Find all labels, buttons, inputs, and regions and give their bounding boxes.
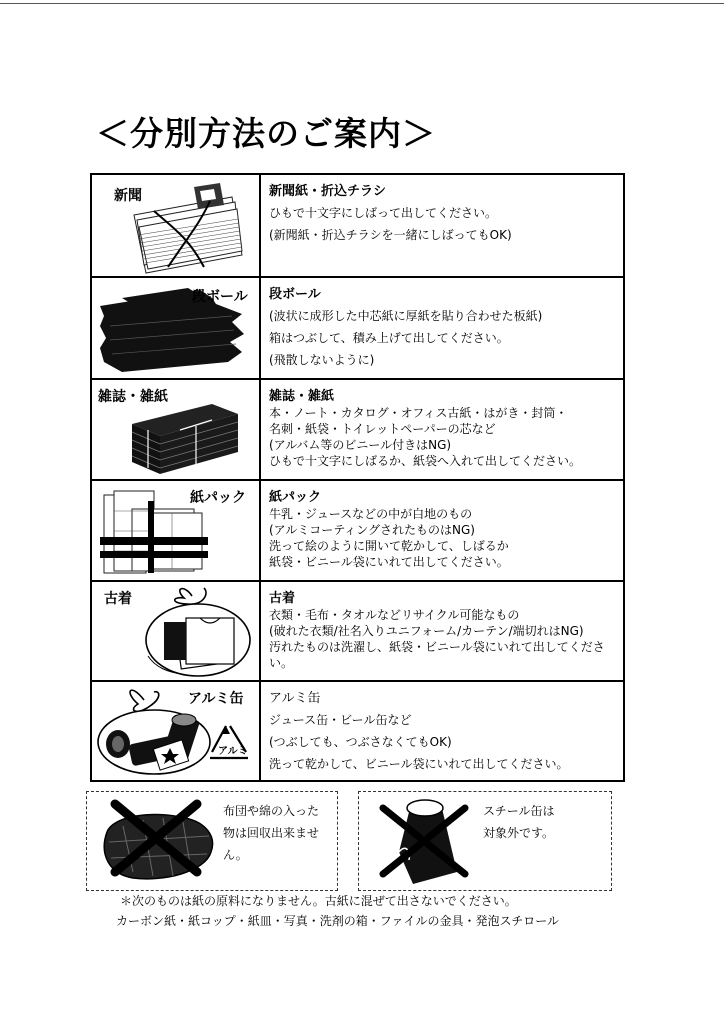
row-aluminum-cans	[92, 682, 623, 780]
description-line: (新聞紙・折込チラシを一緒にしばってもOK)	[269, 228, 512, 242]
description-cell	[269, 690, 617, 772]
description-line: 洗って絵のように開いて乾かして、しばるか	[269, 539, 509, 553]
exclusion-box-steel-can	[358, 791, 612, 891]
category-heading: 古着	[269, 591, 296, 606]
note-line: 物は回収出来ませ	[223, 826, 320, 840]
top-rule	[0, 3, 724, 4]
sorting-guide-table	[90, 173, 625, 782]
category-label: 古着	[104, 591, 132, 607]
description-cell	[269, 183, 617, 243]
description-line: ひもで十文字にしばって出してください。	[269, 206, 498, 220]
category-heading: アルミ缶	[269, 691, 321, 706]
description-cell	[269, 590, 617, 671]
description-line: ジュース缶・ビール缶など	[269, 713, 412, 727]
description-line: 紙袋・ビニール袋にいれて出してください。	[269, 555, 509, 569]
category-label: アルミ缶	[188, 691, 244, 707]
description-line: (飛散しないように)	[269, 353, 375, 367]
description-line: 箱はつぶして、積み上げて出してください。	[269, 331, 509, 345]
exclusion-note	[483, 800, 555, 844]
image-cell	[92, 175, 261, 276]
image-cell	[92, 278, 261, 378]
futon-crossed-icon	[93, 792, 221, 888]
image-cell	[92, 682, 261, 780]
steel-can-crossed-icon	[369, 792, 479, 888]
note-line: スチール缶は	[483, 804, 555, 818]
footnote-warning: ＊次のものは紙の原料になりません。古紙に混ぜて出さないでください。	[120, 894, 517, 908]
description-line: (アルミコーティングされたものはNG)	[269, 523, 475, 537]
category-heading: 雑誌・雑紙	[269, 389, 335, 404]
row-magazines	[92, 380, 623, 481]
description-line: 名刺・紙袋・トイレットペーパーの芯など	[269, 422, 496, 436]
category-label: 段ボール	[192, 289, 248, 305]
exclusion-box-futon	[86, 791, 338, 891]
category-label: 雑誌・雑紙	[98, 389, 168, 405]
footnote-items: カーボン紙・紙コップ・紙皿・写真・洗剤の箱・ファイルの金具・発泡スチロール	[116, 914, 560, 928]
row-newspaper	[92, 175, 623, 278]
recycle-mark-label: アルミ	[218, 746, 248, 757]
description-cell	[269, 489, 617, 570]
description-line: (つぶしても、つぶさなくてもOK)	[269, 735, 452, 749]
description-line: ひもで十文字にしばるか、紙袋へ入れて出してください。	[269, 454, 582, 468]
description-cell	[269, 388, 617, 469]
row-old-clothes	[92, 582, 623, 682]
note-line: 布団や綿の入った	[223, 804, 320, 818]
category-heading: 段ボール	[269, 287, 321, 302]
image-cell	[92, 481, 261, 580]
description-line: 汚れたものは洗濯し、紙袋・ビニール袋にいれて出してくださ	[269, 640, 605, 654]
description-line: 洗って乾かして、ビニール袋にいれて出してください。	[269, 757, 569, 771]
description-line: 衣類・毛布・タオルなどリサイクル可能なもの	[269, 608, 520, 622]
description-line: (波状に成形した中芯紙に厚紙を貼り合わせた板紙)	[269, 309, 543, 323]
description-line: 本・ノート・カタログ・オフィス古紙・はがき・封筒・	[269, 406, 568, 420]
category-label: 新聞	[114, 188, 142, 204]
image-cell	[92, 582, 261, 680]
category-heading: 紙パック	[269, 490, 322, 505]
exclusion-note	[223, 800, 319, 866]
description-line: (破れた衣類/社名入りユニフォーム/カーテン/端切れはNG)	[269, 624, 584, 638]
image-cell	[92, 380, 261, 479]
note-line: 対象外です。	[483, 826, 555, 840]
description-line: (アルバム等のビニール付きはNG)	[269, 438, 452, 452]
description-line: 牛乳・ジュースなどの中が白地のもの	[269, 507, 473, 521]
note-line: ん。	[223, 848, 248, 862]
description-cell	[269, 286, 617, 368]
page-title: ＜分別方法のご案内＞	[96, 114, 436, 153]
category-label: 紙パック	[190, 490, 246, 506]
row-paper-cartons	[92, 481, 623, 582]
description-line: い。	[269, 656, 294, 670]
category-heading: 新聞紙・折込チラシ	[269, 184, 387, 199]
row-cardboard	[92, 278, 623, 380]
